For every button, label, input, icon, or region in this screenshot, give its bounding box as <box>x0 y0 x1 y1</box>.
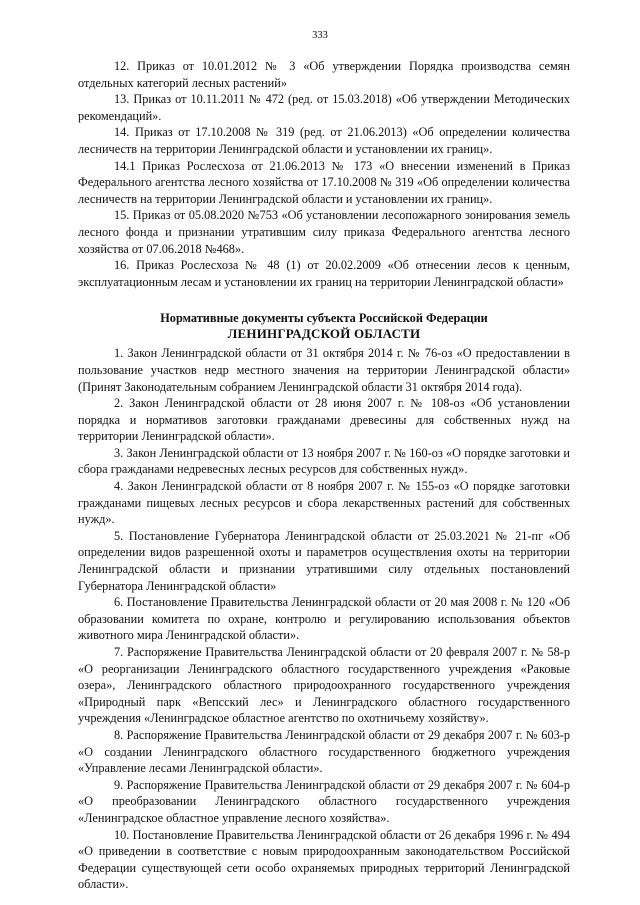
list-item: 1. Закон Ленинградской области от 31 октября 2014 г. № 76-оз «О предоставлении в пользование участков недр местного значения на территории Ленинградской области» (Принят Законодательным собранием Ленинградской области 31 октября 2014 года). <box>78 346 570 394</box>
section-heading-line1: Нормативные документы субъекта Российской Федерации <box>160 311 488 326</box>
document-body <box>78 58 570 893</box>
section-heading <box>78 310 570 342</box>
list-item: 3. Закон Ленинградской области от 13 ноября 2007 г. № 160-оз «О порядке заготовки и сбора гражданами недревесных лесных ресурсов для собственных нужд». <box>78 445 570 477</box>
list-item: 15. Приказ от 05.08.2020 №753 «Об установлении лесопожарного зонирования земель лесного фонда и признании утратившим силу приказа Федерального агентства лесного хозяйства от 07.06.2018 №468». <box>78 208 570 256</box>
list-item: 9. Распоряжение Правительства Ленинградской области от 29 декабря 2007 г. № 604-р «О преобразовании Ленинградского областного государственного учреждения «Ленинградское областное управление лесного хозяйства». <box>78 777 570 825</box>
list-item: 8. Распоряжение Правительства Ленинградской области от 29 декабря 2007 г. № 603-р «О создании Ленинградского областного государственного бюджетного учреждения «Управление лесами Ленинградской области». <box>78 727 570 776</box>
list-item: 14. Приказ от 17.10.2008 № 319 (ред. от 21.06.2013) «Об определении количества лесничеств на территории Ленинградской области и установлении их границ». <box>78 125 570 156</box>
list-item: 5. Постановление Губернатора Ленинградской области от 25.03.2021 № 21-пг «Об определении видов разрешенной охоты и параметров осуществления охоты на территории Ленинградской области и признании утратившими силу отдельных постановлений Губернатора Ленинградской области» <box>78 528 570 593</box>
list-item: 12. Приказ от 10.01.2012 № 3 «Об утверждении Порядка производства семян отдельных категорий лесных растений» <box>78 59 570 90</box>
list-item: 6. Постановление Правительства Ленинградской области от 20 мая 2008 г. № 120 «Об образовании комитета по охране, контролю и регулированию использования объектов животного мира Ленинградской области». <box>78 595 570 643</box>
list-item: 10. Постановление Правительства Ленинградской области от 26 декабря 1996 г. № 494 «О приведении в соответствие с новым природоохранным законодательством Российской Федерации существующей сети особо охраняемых природных территорий Ленинградской области». <box>78 827 570 892</box>
page-number: 333 <box>312 30 328 41</box>
list-item: 14.1 Приказ Рослесхоза от 21.06.2013 № 173 «О внесении изменений в Приказ Федерального агентства лесного хозяйства от 17.10.2008 № 319 «Об определении количества лесничеств на территории Ленинградской области и установлении их границ». <box>78 158 570 206</box>
list-item: 7. Распоряжение Правительства Ленинградской области от 20 февраля 2007 г. № 58-р «О реорганизации Ленинградского областного государственного учреждения «Раковые озера», Ленинградского областного природоохранного государственного учреждения «Природный парк «Вепсский лес» и Ленинградского областного государственного учреждения «Ленинградское областное агентство по охотничьему хозяйству». <box>78 645 570 726</box>
list-item: 13. Приказ от 10.11.2011 № 472 (ред. от 15.03.2018) «Об утверждении Методических рекомендаций». <box>78 92 570 123</box>
federal-orders-list <box>78 58 570 290</box>
list-item: 2. Закон Ленинградской области от 28 июня 2007 г. № 108-оз «Об установлении порядка и нормативов заготовки гражданами древесины для собственных нужд на территории Ленинградской области». <box>78 396 570 444</box>
regional-documents-list <box>78 345 570 893</box>
list-item: 16. Приказ Рослесхоза № 48 (1) от 20.02.2009 «Об отнесении лесов к ценным, эксплуатационным лесам и установлении их границ на территории Ленинградской области» <box>78 258 570 289</box>
list-item: 4. Закон Ленинградской области от 8 ноября 2007 г. № 155-оз «О порядке заготовки гражданами пищевых лесных ресурсов и сбора лекарственных растений для собственных нужд». <box>78 479 570 527</box>
section-heading-line2: ЛЕНИНГРАДСКОЙ ОБЛАСТИ <box>227 326 421 342</box>
